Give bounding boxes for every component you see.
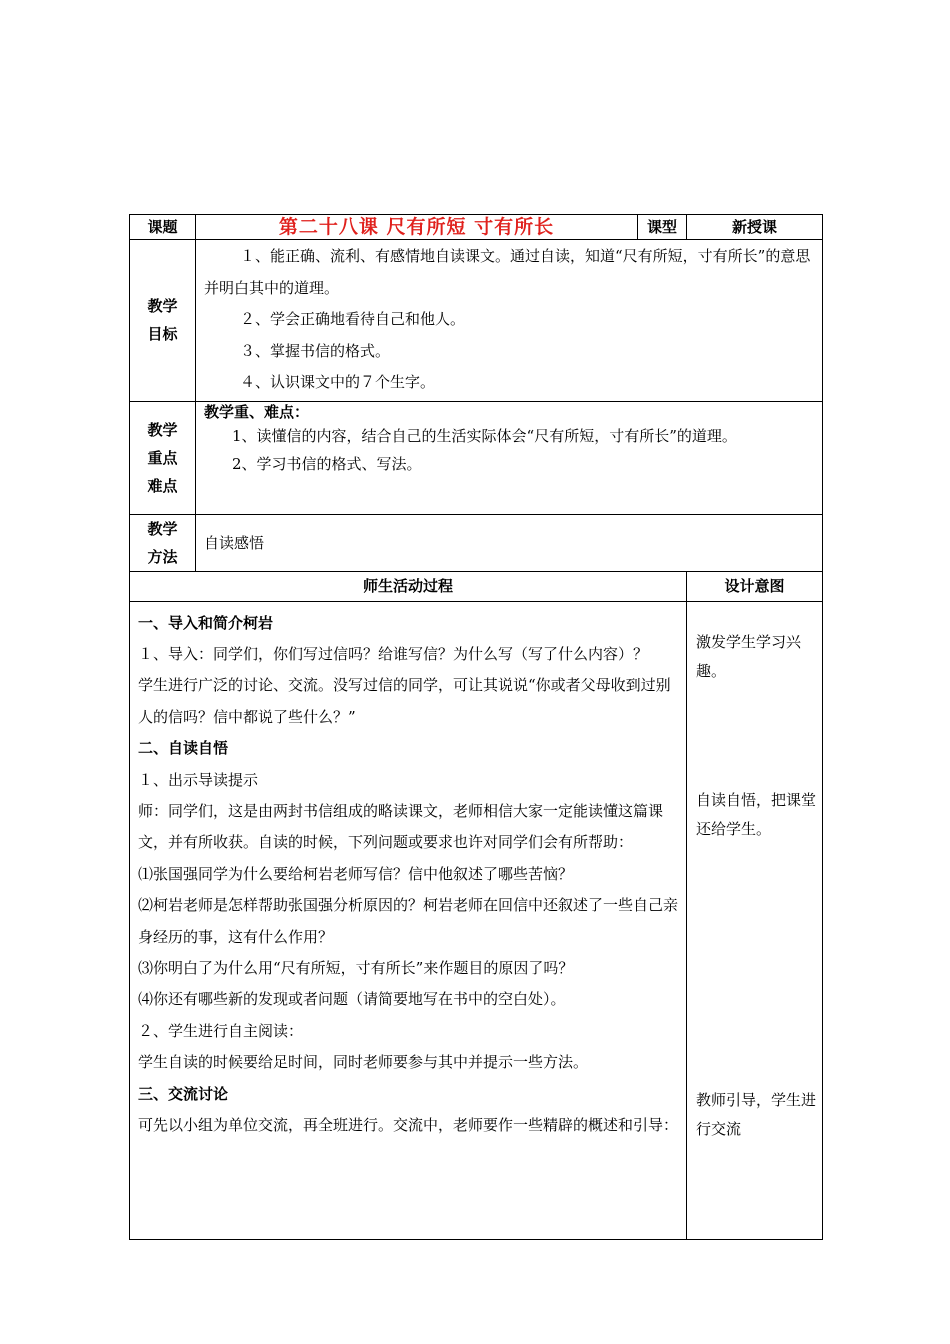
objectives-content bbox=[196, 240, 823, 402]
process-paragraph: 学生进行广泛的讨论、交流。没写过信的同学，可让其说说“你或者父母收到过别人的信吗？信中都说了些什么？” bbox=[138, 676, 671, 726]
method-label-line2: 方法 bbox=[147, 547, 178, 566]
process-section-heading: 三、交流讨论 bbox=[138, 1084, 229, 1103]
objectives-label-line2: 目标 bbox=[147, 325, 178, 344]
process-paragraph: 师：同学们，这是由两封书信组成的略读课文，老师相信大家一定能读懂这篇课文，并有所收获。自读的时候，下列问题或要求也许对同学们会有所帮助： bbox=[138, 801, 664, 852]
objective-item: ３、掌握书信的格式。 bbox=[240, 341, 391, 360]
process-paragraph: ⑶你明白了为什么用“尺有所短，寸有所长”来作题目的原因了吗？ bbox=[138, 958, 574, 977]
objectives-label bbox=[130, 240, 196, 402]
key-points-label bbox=[130, 401, 196, 514]
objectives-label-line1: 教学 bbox=[147, 297, 178, 316]
key-point-item: 1、读懂信的内容，结合自己的生活实际体会“尺有所短，寸有所长”的道理。 bbox=[232, 426, 737, 445]
key-points-heading: 教学重、难点： bbox=[204, 402, 310, 421]
process-paragraph: １、出示导读提示 bbox=[138, 770, 259, 789]
header-row bbox=[130, 215, 823, 240]
method-row bbox=[130, 514, 823, 571]
key-points-label-line2: 重点 bbox=[147, 448, 178, 467]
lesson-title: 第二十八课 尺有所短 寸有所长 bbox=[196, 215, 638, 240]
activity-column-header: 师生活动过程 bbox=[130, 571, 687, 601]
process-paragraph: ⑴张国强同学为什么要给柯岩老师写信？信中他叙述了哪些苦恼？ bbox=[138, 864, 574, 883]
topic-label: 课题 bbox=[130, 215, 196, 240]
lesson-plan-grid bbox=[129, 214, 823, 1240]
key-points-label-line3: 难点 bbox=[147, 476, 178, 495]
process-body-row bbox=[130, 601, 823, 1239]
type-label: 课型 bbox=[638, 215, 687, 240]
process-paragraph: １、导入：同学们，你们写过信吗？给谁写信？为什么写（写了什么内容）？ bbox=[138, 644, 649, 663]
lesson-plan-table bbox=[129, 214, 822, 1240]
intent-column-header: 设计意图 bbox=[687, 571, 823, 601]
objective-item: ２、学会正确地看待自己和他人。 bbox=[240, 310, 466, 328]
objectives-row bbox=[130, 240, 823, 402]
process-paragraph: ⑵柯岩老师是怎样帮助张国强分析原因的？柯岩老师在回信中还叙述了一些自己亲身经历的事，这有什么作用？ bbox=[138, 896, 679, 946]
process-paragraph: ２、学生进行自主阅读： bbox=[138, 1021, 304, 1040]
intent-note: 激发学生学习兴趣。 bbox=[696, 632, 802, 680]
process-paragraph: 可先以小组为单位交流，再全班进行。交流中，老师要作一些精辟的概述和引导： bbox=[138, 1116, 679, 1134]
method-label bbox=[130, 514, 196, 571]
key-point-item: 2、学习书信的格式、写法。 bbox=[232, 454, 422, 473]
intent-note: 教师引导，学生进行交流 bbox=[696, 1090, 817, 1138]
intent-note: 自读自悟，把课堂还给学生。 bbox=[696, 790, 817, 838]
key-points-row bbox=[130, 401, 823, 514]
process-section-heading: 二、自读自悟 bbox=[138, 739, 229, 758]
key-points-content bbox=[196, 401, 823, 514]
type-value: 新授课 bbox=[687, 215, 823, 240]
objective-item: １、能正确、流利、有感情地自读课文。通过自读，知道“尺有所短，寸有所长”的意思并明白其中的道理。 bbox=[204, 247, 811, 297]
key-points-label-line1: 教学 bbox=[147, 420, 178, 439]
process-activity-content bbox=[130, 601, 687, 1239]
process-section-heading: 一、导入和简介柯岩 bbox=[138, 613, 274, 632]
process-intent-content bbox=[687, 601, 823, 1239]
process-paragraph: ⑷你还有哪些新的发现或者问题（请简要地写在书中的空白处）。 bbox=[138, 990, 566, 1009]
objective-item: ４、认识课文中的７个生字。 bbox=[240, 373, 436, 391]
process-paragraph: 学生自读的时候要给足时间，同时老师要参与其中并提示一些方法。 bbox=[138, 1053, 589, 1072]
method-value: 自读感悟 bbox=[196, 514, 823, 571]
method-label-line1: 教学 bbox=[147, 519, 178, 538]
process-header-row bbox=[130, 571, 823, 601]
